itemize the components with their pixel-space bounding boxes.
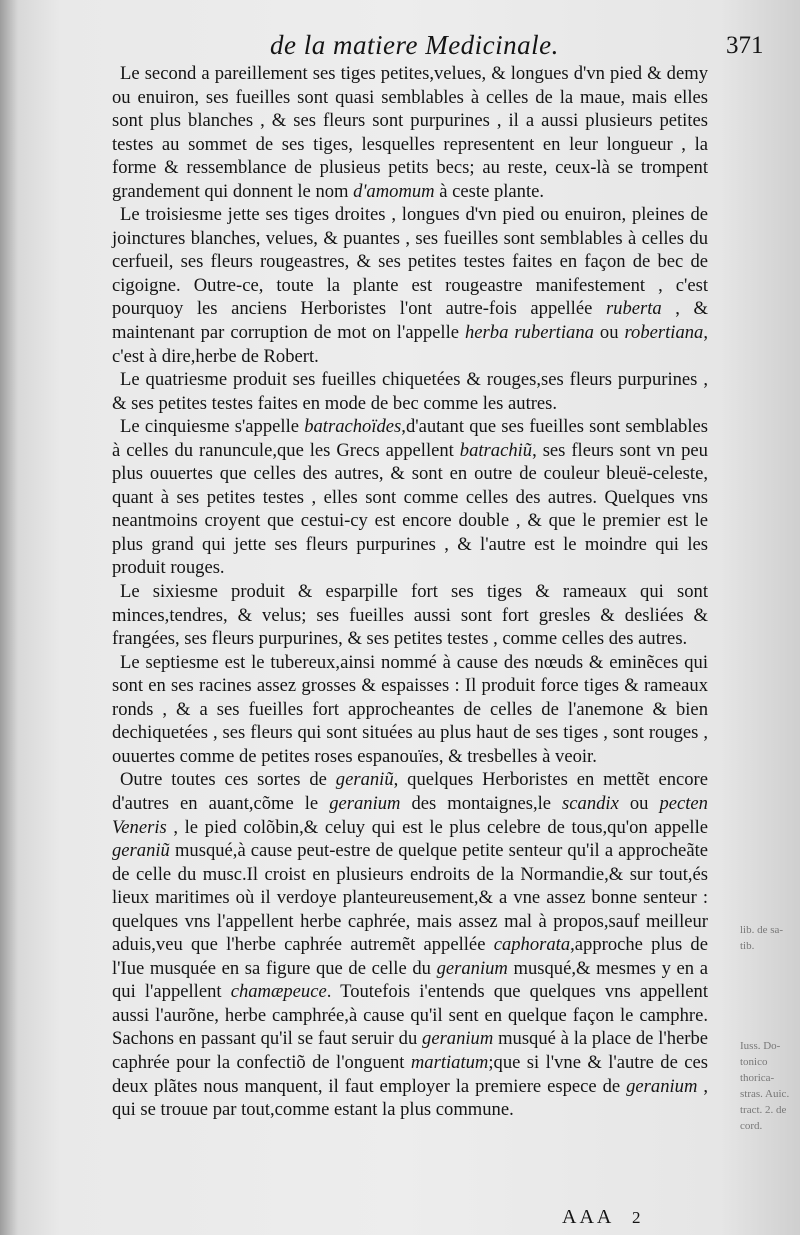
- paragraph: [112, 415, 708, 580]
- text-run: ou: [618, 792, 660, 814]
- text-run: ,d'autant que ses fueilles sont semblables à celles du ranuncule,que les Grecs appellent: [112, 416, 708, 461]
- margin-note-line: cord.: [740, 1120, 763, 1132]
- italic-term: chamæpeuce: [230, 981, 327, 1003]
- italic-term: geranium: [422, 1028, 494, 1050]
- margin-note-line: tib.: [740, 940, 755, 952]
- italic-term: d'amomum: [353, 180, 435, 202]
- margin-notes-bottom: [740, 1038, 800, 1134]
- margin-note-line: lib. de sa-: [740, 924, 784, 936]
- text-run: ,approche plus de l'Iue musquée en sa figure que de celle du: [112, 934, 708, 979]
- text-run: Outre toutes ces sortes de: [120, 769, 336, 791]
- italic-term: martiatum: [410, 1051, 489, 1073]
- italic-term: geraniũ: [335, 769, 394, 791]
- page-number: 371: [726, 32, 764, 59]
- text-run: , & maintenant par corruption de mot on l'appelle: [112, 298, 708, 344]
- paragraph: [112, 368, 708, 415]
- paragraph: [112, 651, 708, 769]
- italic-term: geranium: [626, 1075, 698, 1097]
- paragraph: [112, 580, 708, 651]
- text-run: Le cinquiesme s'appelle: [120, 416, 305, 438]
- signature-number: 2: [632, 1208, 641, 1227]
- text-run: , c'est à dire,herbe de Robert.: [112, 322, 709, 367]
- signature-mark: AAA: [562, 1206, 615, 1228]
- page-footer: [0, 1206, 800, 1232]
- italic-term: geraniũ: [112, 840, 170, 862]
- text-run: , qui se trouue par tout,comme estant la plus commune.: [112, 1075, 709, 1121]
- text-run: à ceste plante.: [434, 180, 545, 202]
- paragraph: [112, 768, 708, 1121]
- margin-note-line: stras. Auic.: [740, 1088, 790, 1100]
- page-header: [0, 30, 800, 66]
- paragraph: [112, 203, 708, 368]
- text-run: Le quatriesme produit ses fueilles chiquetées & rouges,ses fleurs purpurines , & ses petites testes faites en mode de bec comme les autres.: [112, 369, 708, 414]
- text-run: Le septiesme est le tubereux,ainsi nommé à cause des nœuds & eminẽces qui sont en ses racines assez grosses & espaisses : Il produit force tiges & rameaux ronds , & a ses fueilles fort approcheantes de celles de l'anemone & bien dechiquetées , ses fleurs qui sont situées au plus haut de ses tiges , sont rouges , ouuertes comme de petites roses espanouïes, & tresbelles à veoir.: [112, 651, 708, 767]
- text-run: musqué,& mesmes y en a qui l'appellent: [112, 957, 708, 1003]
- text-run: musqué à la place de l'herbe caphrée pour la confectiõ de l'onguent: [112, 1028, 708, 1073]
- text-run: ;que si l'vne & l'autre de ces deux plãtes nous manquent, il faut employer la premiere espece de: [112, 1051, 708, 1097]
- text-run: Le sixiesme produit & esparpille fort ses tiges & rameaux qui sont minces,tendres, & velus; ses fueilles aussi sont fort gresles & desliées & frangées, ses fleurs purpurines, & ses petites testes , comme celles des autres.: [112, 581, 708, 650]
- text-run: , ses fleurs sont vn peu plus ouuertes que celles des autres, & sont en outre de couleur bleuë-celeste, quant à ses petites testes , elles sont comme celles des autres. Quelques vns neantmoins croyent que cestui-cy est encore double , & que le premier est le plus grand qui jette ses fleurs purpurines , & l'autre est le moindre qui les produit rouges.: [112, 439, 708, 579]
- running-head: de la matiere Medicinale.: [270, 30, 559, 60]
- text-run: musqué,à cause peut-estre de quelque petite senteur qu'il a approcheãte de celle du musc.Il croist en plusieurs endroits de la Normandie,& sur tout,és lieux maritimes où il verdoye planteureusement,& a vne assez bonne senteur : quelques vns l'appellent herbe caphrée, mais assez mal à propos,sauf meilleur aduis,veu que l'herbe caphrée autremẽt appellée: [112, 840, 708, 956]
- italic-term: geranium: [329, 792, 401, 814]
- text-run: Le troisiesme jette ses tiges droites , longues d'vn pied ou enuiron, pleines de joinctures blanches, velues, & puantes , ses fueilles sont semblables à celles du cerfueil, ses fleurs rougeastres, & ses petites testes faites en façon de bec de cigoigne. Outre-ce, toute la plante est rougeastre manifestement , c'est pourquoy les anciens Herboristes l'ont autre-fois appellée: [112, 204, 708, 320]
- italic-term: pecten Veneris: [112, 792, 708, 838]
- margin-note-line: tonico: [740, 1056, 768, 1068]
- text-run: , le pied colõbin,& celuy qui est le plus celebre de tous,qu'on appelle: [166, 816, 708, 838]
- text-run: des montaignes,le: [400, 792, 563, 814]
- paragraph: [112, 62, 708, 203]
- italic-term: batrachoïdes: [304, 416, 402, 438]
- margin-note-line: thorica-: [740, 1072, 775, 1084]
- italic-term: herba rubertiana: [465, 322, 594, 344]
- text-run: ou: [593, 322, 625, 344]
- italic-term: caphorata: [493, 934, 571, 956]
- margin-note-line: Iuss. Do-: [740, 1040, 781, 1052]
- text-run: . Toutefois i'entends que quelques vns appellent aussi l'aurõne, herbe camphrée,à cause qu'il sent en quelque façon le camphre. Sachons en passant qu'il se faut seruir du: [112, 981, 708, 1050]
- italic-term: robertiana: [624, 322, 704, 344]
- text-run: , quelques Herboristes en mettẽt encore d'autres en auant,cõme le: [112, 769, 708, 814]
- italic-term: ruberta: [605, 298, 662, 320]
- italic-term: batrachiũ: [459, 439, 533, 461]
- margin-note-line: tract. 2. de: [740, 1104, 787, 1116]
- italic-term: scandix: [562, 792, 619, 814]
- italic-term: geranium: [436, 957, 508, 979]
- margin-notes-top: [740, 922, 800, 954]
- body-text: [112, 62, 708, 1122]
- text-run: Le second a pareillement ses tiges petites,velues, & longues d'vn pied & demy ou enuiron, ses fueilles sont quasi semblables à celles de la maue, mais elles sont plus blanches , & ses fleurs sont purpurines , il a aussi plusieurs petites testes au sommet de ses tiges, lesquelles representent en leur longueur , la forme & ressemblance de plusieus petits becs; au reste, ceux-là se trompent grandement qui donnent le nom: [112, 63, 708, 202]
